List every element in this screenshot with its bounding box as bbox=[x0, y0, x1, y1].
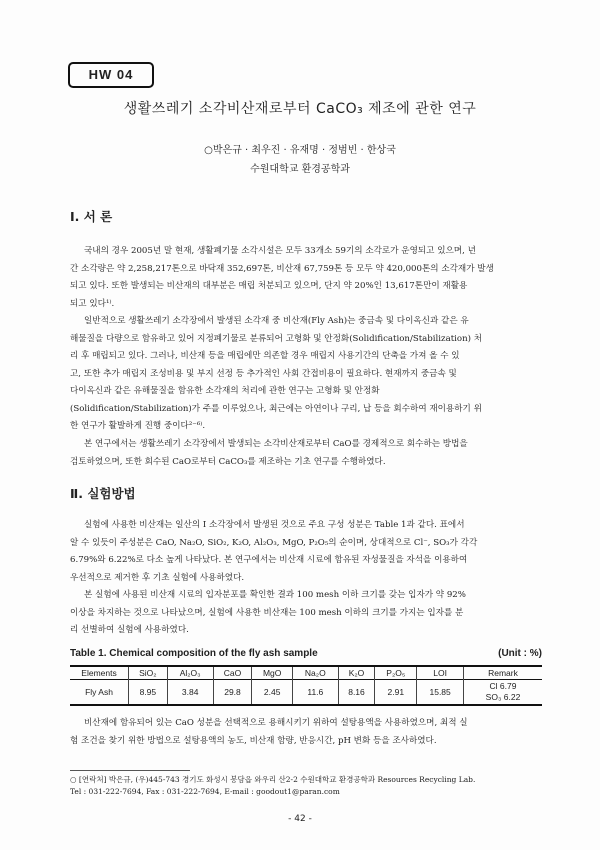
affiliation: 수원대학교 환경공학과 bbox=[250, 164, 350, 175]
table-cell: 11.6 bbox=[293, 679, 339, 705]
text-line: 되고 있다. 또한 발생되는 비산재의 대부분은 매립 처분되고 있으며, 단지 약 20%인 13,617톤만이 재활용 bbox=[70, 281, 468, 291]
methods-paragraph-3 bbox=[70, 715, 532, 750]
table-cell: Fly Ash bbox=[70, 679, 129, 705]
text-line: 한 연구가 활발하게 진행 중이다²⁻⁶⁾. bbox=[70, 421, 206, 431]
table-unit: (Unit : %) bbox=[498, 648, 542, 659]
methods-paragraph-1 bbox=[70, 517, 532, 587]
contact-footnote bbox=[70, 774, 540, 798]
text-line: 검토하였으며, 또한 회수된 CaO로부터 CaCO₃를 제조하는 기초 연구를 수행하였다. bbox=[70, 456, 386, 467]
text-line: 리 선별하여 실험에 사용하였다. bbox=[70, 625, 189, 635]
footnote-line: ○ [연락처] 박은규, (우)445-743 경기도 화성시 봉담읍 와우리 산2-2 수원대학교 환경공학과 Resources Recycling Lab. bbox=[70, 775, 476, 784]
table-cell: 29.8 bbox=[213, 679, 252, 705]
header-cell: CaO bbox=[213, 666, 252, 679]
table-caption-text: Table 1. Chemical composition of the fly ash sample bbox=[70, 648, 318, 659]
header-cell: Na₂O bbox=[293, 666, 339, 679]
text-line: (Solidification/Stabilization)가 주를 이루었으나, 최근에는 아연이나 구리, 납 등을 회수하여 재이용하기 위 bbox=[70, 403, 482, 414]
text-line: 우선적으로 제거한 후 기초 실험에 사용하였다. bbox=[70, 572, 245, 583]
text-line: 간 소각량은 약 2,258,217톤으로 바닥재 352,697톤, 비산재 67,759톤 등 모두 약 420,000톤의 소각재가 발생 bbox=[70, 263, 494, 274]
footnote-line: Tel : 031-222-7694, Fax : 031-222-7694, E-mail : goodout1@paran.com bbox=[70, 787, 340, 796]
chemical-composition-table bbox=[70, 665, 542, 706]
remark-line: SO₃ 6.22 bbox=[485, 691, 521, 702]
table-cell: 8.16 bbox=[338, 679, 375, 705]
text-line: 리 후 매립되고 있다. 그러나, 비산재 등을 매립에만 의존할 경우 매립지 사용기간의 단축을 가져 올 수 있 bbox=[70, 351, 460, 361]
intro-paragraph-3 bbox=[70, 436, 532, 471]
table-caption bbox=[70, 648, 542, 659]
table-cell: 3.84 bbox=[167, 679, 213, 705]
text-line: 험 조건을 찾기 위한 방법으로 설탕용액의 농도, 비산재 함량, 반응시간, pH 변화 등을 조사하였다. bbox=[70, 735, 437, 746]
header-cell: MgO bbox=[252, 666, 293, 679]
text-line: 실험에 사용한 비산재는 일산의 I 소각장에서 발생된 것으로 주요 구성 성분은 Table 1과 같다. 표에서 bbox=[84, 520, 465, 530]
intro-paragraph-2 bbox=[70, 313, 532, 436]
header-cell: LOI bbox=[417, 666, 464, 679]
remark-line: Cl 6.79 bbox=[489, 680, 517, 691]
section-heading-methods: Ⅱ. 실험방법 bbox=[70, 486, 136, 501]
table-cell: 8.95 bbox=[129, 679, 168, 705]
header-cell: P₂O₅ bbox=[375, 666, 417, 679]
header-cell: SiO₂ bbox=[129, 666, 168, 679]
text-line: 비산재에 함유되어 있는 CaO 성분을 선택적으로 용해시키기 위하여 설탕용액을 사용하였으며, 최적 실 bbox=[84, 718, 468, 728]
table-row bbox=[70, 679, 542, 705]
methods-paragraph-2 bbox=[70, 587, 532, 640]
intro-paragraph-1 bbox=[70, 243, 532, 313]
text-line: 알 수 있듯이 주성분은 CaO, Na₂O, SiO₂, K₂O, Al₂O₃, MgO, P₂O₅의 순이며, 상대적으로 Cl⁻, SO₃가 각각 bbox=[70, 537, 478, 548]
text-line: 다이옥신과 같은 유해물질을 함유한 소각재의 처리에 관한 연구는 고형화 및 안정화 bbox=[70, 386, 380, 396]
header-cell: Remark bbox=[464, 666, 543, 679]
header-cell: Al₂O₃ bbox=[167, 666, 213, 679]
table-cell: 15.85 bbox=[417, 679, 464, 705]
table-header-row bbox=[70, 666, 542, 679]
text-line: 고, 또한 추가 매립지 조성비용 및 부지 선정 등 추가적인 사회 간접비용이 필요하다. 현재까지 중금속 및 bbox=[70, 368, 457, 379]
text-line: 6.79%와 6.22%로 다소 높게 나타났다. 본 연구에서는 비산재 시료에 함유된 자성물질을 자석을 이용하여 bbox=[70, 555, 468, 565]
session-badge: HW 04 bbox=[68, 62, 154, 88]
text-line: 일반적으로 생활쓰레기 소각장에서 발생된 소각재 중 비산재(Fly Ash)는 중금속 및 다이옥신과 같은 유 bbox=[84, 316, 469, 326]
footnote-divider bbox=[70, 770, 190, 771]
table-cell: 2.91 bbox=[375, 679, 417, 705]
header-cell: K₂O bbox=[338, 666, 375, 679]
text-line: 되고 있다¹⁾. bbox=[70, 298, 115, 309]
paper-title: 생활쓰레기 소각비산재로부터 CaCO₃ 제조에 관한 연구 bbox=[123, 101, 477, 117]
authors: ○박은규 · 최우진 · 유재명 · 정범빈 · 한상국 bbox=[204, 145, 396, 156]
text-line: 국내의 경우 2005년 말 현재, 생활폐기물 소각시설은 모두 33개소 59기의 소각로가 운영되고 있으며, 년 bbox=[84, 246, 476, 256]
table-cell: 2.45 bbox=[252, 679, 293, 705]
text-line: 이상을 차지하는 것으로 나타났으며, 실험에 사용한 비산재는 100 mesh 이하의 크기를 가지는 입자를 분 bbox=[70, 607, 464, 618]
text-line: 본 실험에 사용된 비산재 시료의 입자분포를 확인한 결과 100 mesh 이하 크기를 갖는 입자가 약 92% bbox=[84, 590, 466, 600]
text-line: 해물질을 다량으로 함유하고 있어 지정폐기물로 분류되어 고형화 및 안정화(Solidification/Stabilization) 처 bbox=[70, 333, 482, 344]
remark-cell bbox=[464, 679, 543, 705]
text-line: 본 연구에서는 생활쓰레기 소각장에서 발생되는 소각비산재로부터 CaO를 경제적으로 회수하는 방법을 bbox=[84, 439, 468, 449]
section-heading-introduction: Ⅰ. 서 론 bbox=[70, 209, 113, 224]
header-cell: Elements bbox=[70, 666, 129, 679]
page-number: - 42 - bbox=[288, 814, 312, 824]
